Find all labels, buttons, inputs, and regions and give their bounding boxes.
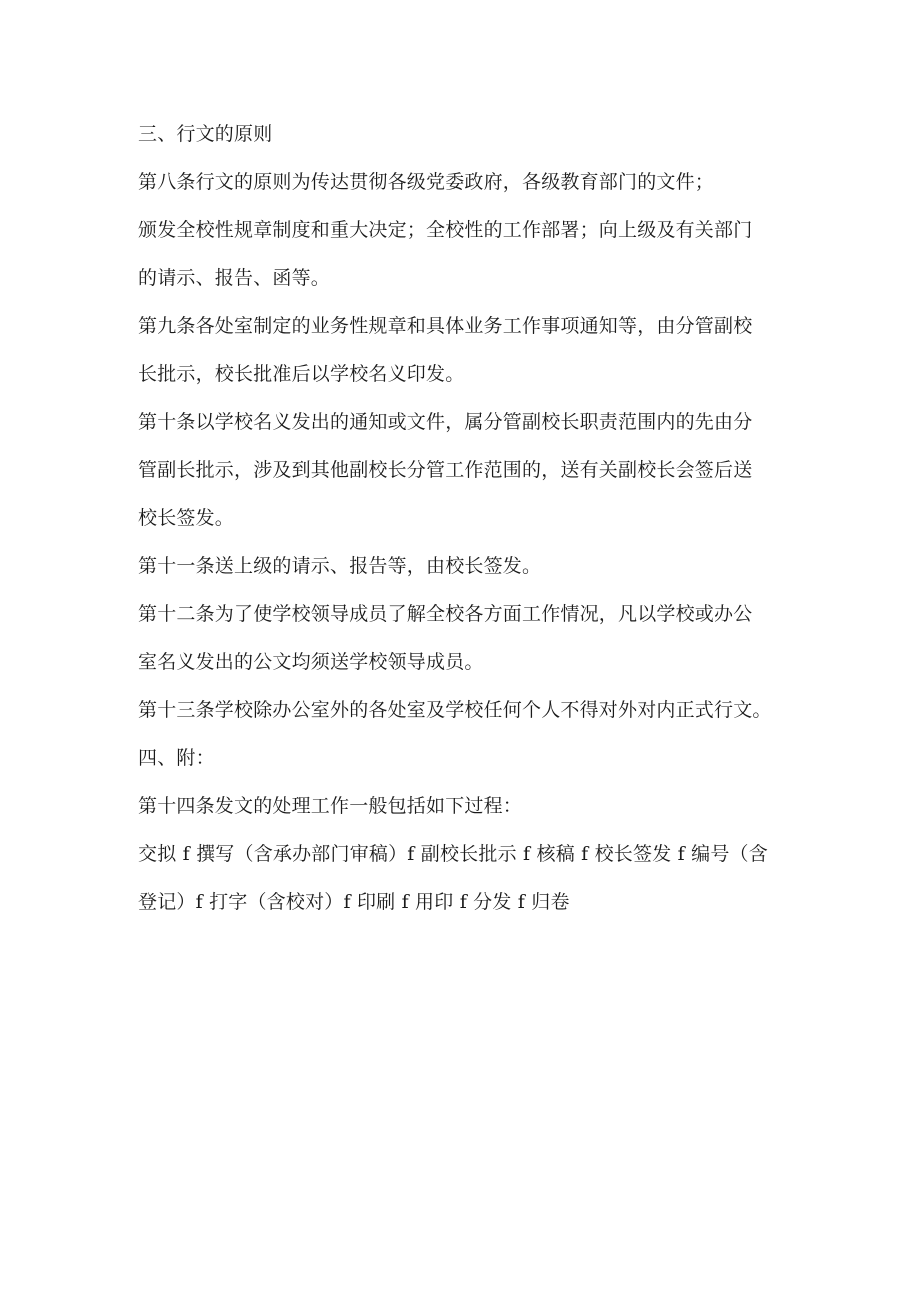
- article-12-line-2: 室名义发出的公文均须送学校领导成员。: [138, 651, 484, 673]
- article-12-line-1: 第十二条为了使学校领导成员了解全校各方面工作情况，凡以学校或办公: [138, 603, 753, 625]
- article-13-line-1: 第十三条学校除办公室外的各处室及学校任何个人不得对外对内正式行文。: [138, 699, 772, 721]
- process-flow-line-2: 登记）f 打字（含校对）f 印刷 f 用印 f 分发 f 归卷: [138, 891, 570, 913]
- process-flow-line-1: 交拟 f 撰写（含承办部门审稿）f 副校长批示 f 核稿 f 校长签发 f 编号（含: [138, 843, 768, 865]
- article-10-line-1: 第十条以学校名义发出的通知或文件，属分管副校长职责范围内的先由分: [138, 411, 753, 433]
- article-11-line-1: 第十一条送上级的请示、报告等，由校长签发。: [138, 555, 542, 577]
- article-10-line-2: 管副长批示，涉及到其他副校长分管工作范围的，送有关副校长会签后送: [138, 459, 753, 481]
- article-10-line-3: 校长签发。: [138, 507, 235, 529]
- article-8-line-1: 第八条行文的原则为传达贯彻各级党委政府，各级教育部门的文件；: [138, 171, 715, 193]
- document-body: [138, 110, 798, 926]
- section-heading-appendix: 四、附：: [138, 747, 215, 769]
- article-14-line-1: 第十四条发文的处理工作一般包括如下过程：: [138, 795, 523, 817]
- article-8-line-2: 颁发全校性规章制度和重大决定；全校性的工作部署；向上级及有关部门: [138, 219, 753, 241]
- section-heading-principles: 三、行文的原则: [138, 123, 273, 145]
- article-8-line-3: 的请示、报告、函等。: [138, 267, 331, 289]
- article-9-line-1: 第九条各处室制定的业务性规章和具体业务工作事项通知等，由分管副校: [138, 315, 753, 337]
- article-9-line-2: 长批示，校长批准后以学校名义印发。: [138, 363, 465, 385]
